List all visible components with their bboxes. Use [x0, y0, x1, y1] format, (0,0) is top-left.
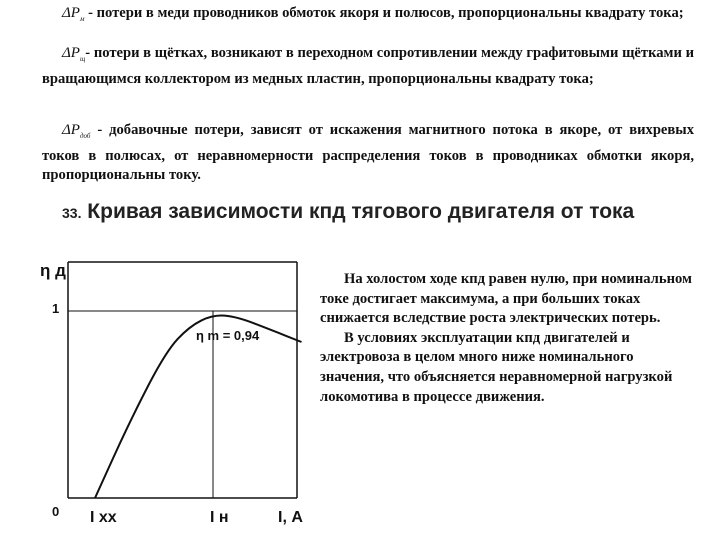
delta-p-symbol: $\Delta P_{доб}$ [62, 122, 91, 140]
section-title: Кривая зависимости кпд тягового двигателя от тока [81, 200, 635, 223]
paragraph-additional-losses: $\Delta P_{доб}$ - добавочные потери, зависят от искажения магнитного потока в якоре, от вихревых токов в полюсах, от неравномерности распределения токов в проводниках обмотки якоря, пропорциональны току. [42, 122, 694, 183]
delta-p-symbol: $\Delta P_м$ [62, 5, 85, 23]
y-axis-label: η д [40, 261, 66, 280]
curve-description [320, 270, 692, 407]
y-tick-1: 1 [52, 301, 60, 316]
x-axis-label: I, А [278, 509, 303, 526]
description-paragraph: В условиях эксплуатации кпд двигателей и электровоза в целом много ниже номинального значения, что объясняется неравномерной нагрузкой локомотива в процессе движения. [320, 329, 673, 405]
x-tick-rated-current: I н [210, 509, 229, 526]
origin-label: 0 [52, 504, 60, 519]
delta-p-symbol: $\Delta P_щ$ [62, 45, 86, 63]
paragraph-brush-losses: $\Delta P_щ-$ потери в щётках, возникают в переходном сопротивлении между графитовыми щётками и вращающимся коллектором из медных пластин, пропорциональны квадрату тока; [42, 45, 694, 87]
max-efficiency-annotation: η m = 0,94 [196, 328, 260, 343]
x-tick-idle-current: I хх [90, 509, 117, 526]
description-paragraph: На холостом ходе кпд равен нулю, при номинальном токе достигает максимума, а при больших токах снижается вследствие роста электрических потерь. [320, 271, 692, 327]
paragraph-copper-losses: $\Delta P_м$ - потери в меди проводников обмоток якоря и полюсов, пропорциональны квадрату тока; [62, 5, 684, 23]
section-number: 33. [62, 205, 82, 221]
